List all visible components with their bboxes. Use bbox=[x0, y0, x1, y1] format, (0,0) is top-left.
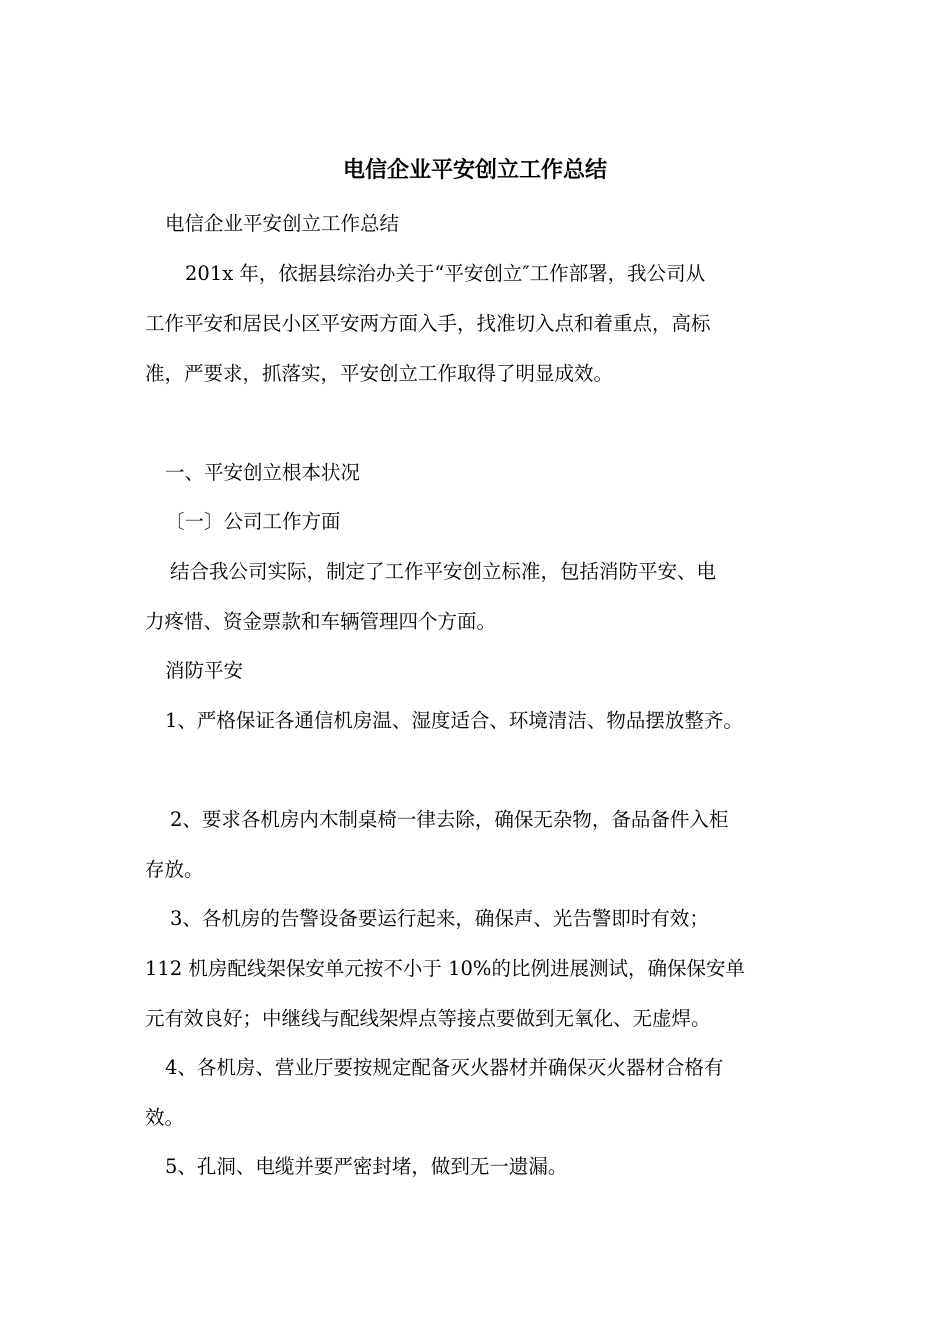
paragraph-line: 结合我公司实际，制定了工作平安创立标准，包括消防平安、电 bbox=[170, 560, 717, 583]
subsection-heading: 〔一〕公司工作方面 bbox=[165, 510, 341, 533]
paragraph-line: 201x 年，依据县综治办关于“平安创立″工作部署，我公司从 bbox=[185, 262, 706, 285]
list-item: 2、要求各机房内木制桌椅一律去除，确保无杂物，备品备件入柜 bbox=[170, 808, 729, 831]
paragraph-line: 工作平安和居民小区平安两方面入手，找准切入点和着重点，高标 bbox=[145, 312, 711, 335]
list-item: 5、孔洞、电缆并要严密封堵，做到无一遗漏。 bbox=[165, 1155, 568, 1178]
list-item: 1、严格保证各通信机房温、湿度适合、环境清洁、物品摆放整齐。 bbox=[165, 709, 743, 732]
paragraph-line: 112 机房配线架保安单元按不小于 10%的比例进展测试，确保保安单 bbox=[145, 957, 745, 980]
paragraph-line: 存放。 bbox=[145, 858, 204, 881]
paragraph-line: 消防平安 bbox=[165, 659, 244, 682]
paragraph-line: 力疼惜、资金票款和车辆管理四个方面。 bbox=[145, 610, 497, 633]
list-item: 3、各机房的告警设备要运行起来，确保声、光告警即时有效； bbox=[170, 907, 709, 930]
paragraph-line: 元有效良好；中继线与配线架焊点等接点要做到无氧化、无虚焊。 bbox=[145, 1007, 711, 1030]
paragraph-line: 效。 bbox=[145, 1106, 185, 1129]
document-title: 电信企业平安创立工作总结 bbox=[342, 157, 607, 183]
paragraph-line: 电信企业平安创立工作总结 bbox=[165, 212, 400, 235]
paragraph-line: 准，严要求，抓落实，平安创立工作取得了明显成效。 bbox=[145, 362, 614, 385]
section-heading: 一、平安创立根本状况 bbox=[165, 461, 361, 484]
list-item: 4、各机房、营业厅要按规定配备灭火器材并确保灭火器材合格有 bbox=[165, 1056, 724, 1079]
